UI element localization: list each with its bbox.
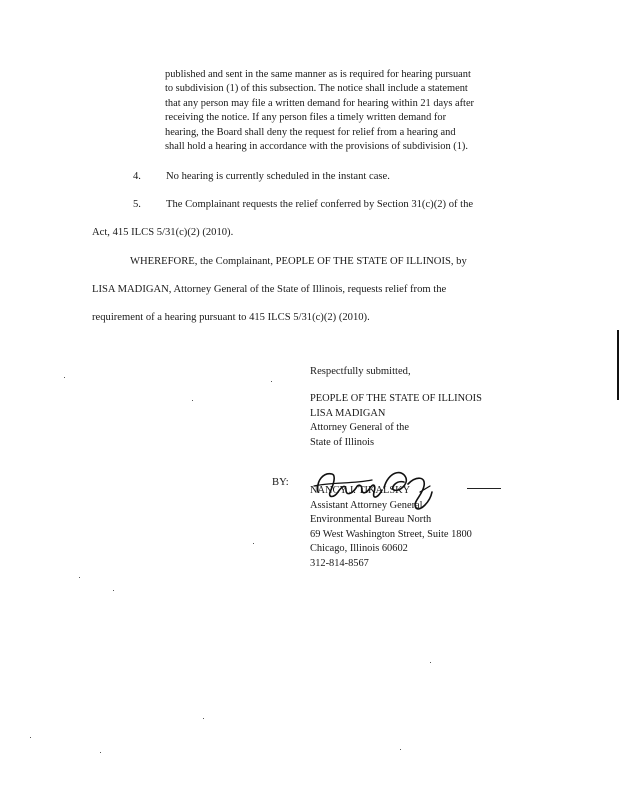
party-block [310, 392, 482, 450]
party-line: Attorney General of the [310, 422, 409, 434]
party-line: State of Illinois [310, 436, 375, 448]
scan-speck [253, 543, 254, 544]
wherefore-line2: LISA MADIGAN, Attorney General of the State of Illinois, requests relief from the [92, 284, 447, 295]
scan-speck [64, 377, 65, 378]
scan-speck [79, 577, 80, 578]
paragraph-4-number: 4. [133, 171, 141, 182]
closing: Respectfully submitted, [310, 366, 411, 377]
party-line: PEOPLE OF THE STATE OF ILLINOIS [310, 393, 482, 404]
paragraph-5-line2: Act, 415 ILCS 5/31(c)(2) (2010). [92, 227, 234, 238]
scan-speck [100, 752, 101, 753]
paragraph-4-text: No hearing is currently scheduled in the instant case. [166, 171, 390, 182]
quote-line: shall hold a hearing in accordance with the provisions of subdivision (1). [165, 141, 468, 153]
signer-bureau: Environmental Bureau North [310, 514, 432, 526]
scan-speck [113, 590, 114, 591]
wherefore-line1: WHEREFORE, the Complainant, PEOPLE OF THE STATE OF ILLINOIS, by [130, 256, 467, 267]
scan-speck [430, 662, 431, 663]
scan-speck [271, 381, 272, 382]
quote-line: receiving the notice. If any person files a timely written demand for [165, 112, 447, 124]
paragraph-5-line1: The Complainant requests the relief conferred by Section 31(c)(2) of the [166, 199, 474, 210]
paragraph-5-number: 5. [133, 199, 141, 210]
handwritten-signature [312, 462, 440, 512]
party-line: LISA MADIGAN [310, 407, 386, 419]
quote-line: that any person may file a written demand for hearing within 21 days after [165, 97, 475, 109]
scan-speck [30, 737, 31, 738]
signer-title: Assistant Attorney General [310, 499, 423, 511]
quoted-statute-block [165, 68, 537, 154]
quote-line: published and sent in the same manner as is required for hearing pursuant [165, 69, 471, 80]
signer-name: NANCY J. TIKALSKY [310, 485, 411, 496]
signature-line [467, 488, 501, 489]
signer-phone: 312-814-8567 [310, 557, 369, 569]
scan-speck [400, 749, 401, 750]
wherefore-line3: requirement of a hearing pursuant to 415 ILCS 5/31(c)(2) (2010). [92, 312, 370, 323]
signer-address: 69 West Washington Street, Suite 1800 [310, 528, 472, 540]
by-label: BY: [272, 477, 289, 488]
scan-speck [203, 718, 204, 719]
scan-margin-mark [617, 330, 619, 400]
scan-speck [192, 400, 193, 401]
quote-line: to subdivision (1) of this subsection. The notice shall include a statement [165, 83, 468, 95]
quote-line: hearing, the Board shall deny the request for relief from a hearing and [165, 126, 456, 138]
signer-city: Chicago, Illinois 60602 [310, 543, 408, 555]
